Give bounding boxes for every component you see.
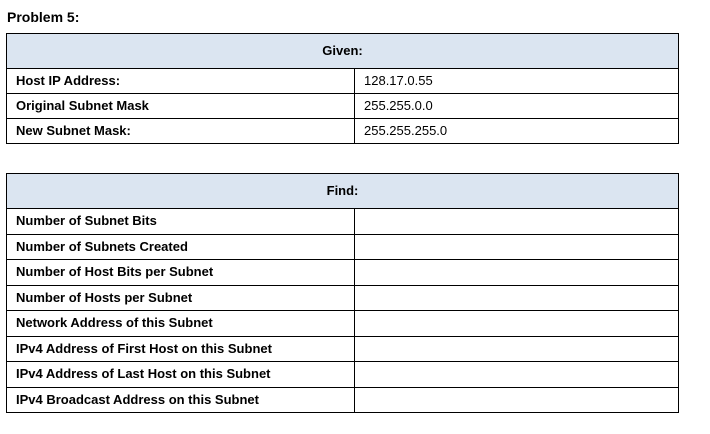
find-table	[6, 173, 679, 413]
find-answer-last-host[interactable]	[355, 362, 679, 388]
given-label-original-mask: Original Subnet Mask	[7, 94, 355, 119]
find-answer-subnet-bits[interactable]	[355, 209, 679, 235]
given-value-new-mask: 255.255.255.0	[355, 119, 679, 144]
find-label-network-address: Network Address of this Subnet	[7, 311, 355, 337]
find-label-subnet-bits: Number of Subnet Bits	[7, 209, 355, 235]
find-answer-broadcast[interactable]	[355, 387, 679, 413]
given-value-host-ip: 128.17.0.55	[355, 69, 679, 94]
given-row-new-mask	[7, 119, 679, 144]
find-label-last-host: IPv4 Address of Last Host on this Subnet	[7, 362, 355, 388]
find-answer-subnets-created[interactable]	[355, 234, 679, 260]
find-answer-first-host[interactable]	[355, 336, 679, 362]
find-answer-host-bits[interactable]	[355, 260, 679, 286]
given-header-row	[7, 34, 679, 69]
find-header-row	[7, 174, 679, 209]
given-header: Given:	[7, 34, 679, 69]
problem-title: Problem 5:	[7, 9, 80, 25]
given-label-host-ip: Host IP Address:	[7, 69, 355, 94]
find-label-hosts-per-subnet: Number of Hosts per Subnet	[7, 285, 355, 311]
find-header: Find:	[7, 174, 679, 209]
find-row-network-address	[7, 311, 679, 337]
given-label-new-mask: New Subnet Mask:	[7, 119, 355, 144]
find-label-first-host: IPv4 Address of First Host on this Subnet	[7, 336, 355, 362]
find-row-subnets-created	[7, 234, 679, 260]
given-row-original-mask	[7, 94, 679, 119]
find-label-subnets-created: Number of Subnets Created	[7, 234, 355, 260]
given-table	[6, 33, 679, 144]
find-row-first-host	[7, 336, 679, 362]
find-row-host-bits	[7, 260, 679, 286]
given-value-original-mask: 255.255.0.0	[355, 94, 679, 119]
find-row-last-host	[7, 362, 679, 388]
find-label-host-bits: Number of Host Bits per Subnet	[7, 260, 355, 286]
find-row-subnet-bits	[7, 209, 679, 235]
find-row-broadcast	[7, 387, 679, 413]
find-answer-network-address[interactable]	[355, 311, 679, 337]
given-row-host-ip	[7, 69, 679, 94]
find-answer-hosts-per-subnet[interactable]	[355, 285, 679, 311]
find-label-broadcast: IPv4 Broadcast Address on this Subnet	[7, 387, 355, 413]
find-row-hosts-per-subnet	[7, 285, 679, 311]
